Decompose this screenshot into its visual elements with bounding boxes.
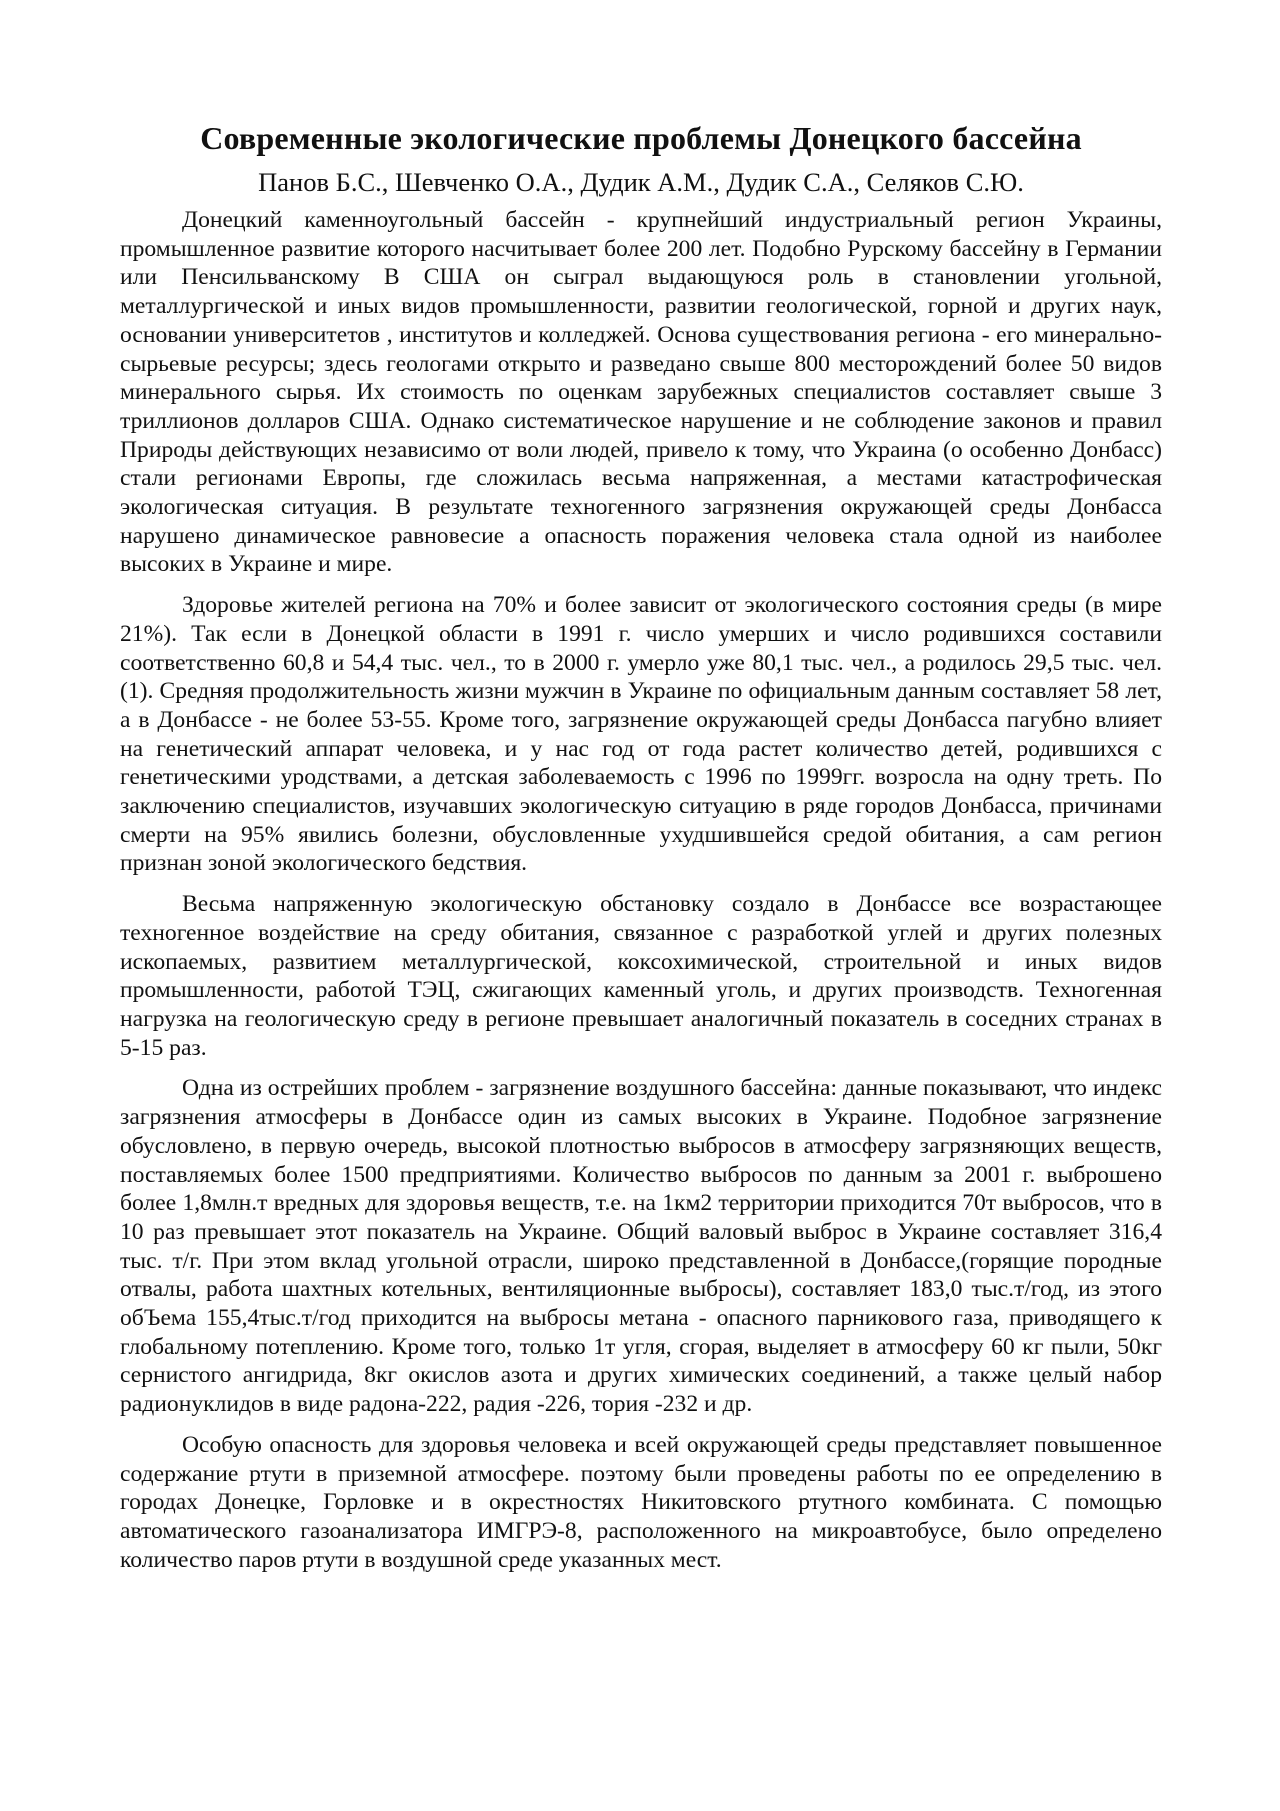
paragraph-5: Особую опасность для здоровья человека и всей окружающей среды представляет повышенное содержание ртути в приземной атмосфере. поэтому были проведены работы по ее определению в городах Донецке, Горловке и в окрестностях Никитовского ртутного комбината. С помощью автоматического газоанализатора ИМГРЭ-8, расположенного на микроавтобусе, было определено количество паров ртути в воздушной среде указанных мест. [120, 1431, 1162, 1573]
document-body [120, 118, 1162, 1574]
paragraph-1: Донецкий каменноугольный бассейн - крупнейший индустриальный регион Украины, промышленное развитие которого насчитывает более 200 лет. Подобно Рурскому бассейну в Германии или Пенсильванскому В США он сыграл выдающуюся роль в становлении угольной, металлургической и иных видов промышленности, развитии геологической, горной и других наук, основании университетов , институтов и колледжей. Основа существования региона - его минерально-сырьевые ресурсы; здесь геологами открыто и разведано свыше 800 месторождений более 50 видов минерального сырья. Их стоимость по оценкам зарубежных специалистов составляет свыше 3 триллионов долларов США. Однако систематическое нарушение и не соблюдение законов и правил Природы действующих независимо от воли людей, привело к тому, что Украина (о особенно Донбасс) стали регионами Европы, где сложилась весьма напряженная, а местами катастрофическая экологическая ситуация. В результате техногенного загрязнения окружающей среды Донбасса нарушено динамическое равновесие а опасность поражения человека стала одной из наиболее высоких в Украине и мире. [120, 207, 1162, 578]
paragraph-3: Весьма напряженную экологическую обстановку создало в Донбассе все возрастающее техногенное воздействие на среду обитания, связанное с разработкой углей и других полезных ископаемых, развитием металлургической, коксохимической, строительной и иных видов промышленности, работой ТЭЦ, сжигающих каменный уголь, и других производств. Техногенная нагрузка на геологическую среду в регионе превышает аналогичный показатель в соседних странах в 5-15 раз. [120, 891, 1162, 1061]
paragraph-4: Одна из острейших проблем - загрязнение воздушного бассейна: данные показывают, что индекс загрязнения атмосферы в Донбассе один из самых высоких в Украине. Подобное загрязнение обусловлено, в первую очередь, высокой плотностью выбросов в атмосферу загрязняющих веществ, поставляемых более 1500 предприятиями. Количество выбросов по данным за 2001 г. выброшено более 1,8млн.т вредных для здоровья веществ, т.е. на 1км2 территории приходится 70т выбросов, что в 10 раз превышает этот показатель на Украине. Общий валовый выброс в Украине составляет 316,4 тыс. т/г. При этом вклад угольной отрасли, широко представленной в Донбассе,(горящие породные отвалы, работа шахтных котельных, вентиляционные выбросы), составляет 183,0 тыс.т/год, из этого обЪема 155,4тыс.т/год приходится на выбросы метана - опасного парникового газа, приводящего к глобальному потеплению. Кроме того, только 1т угля, сгорая, выделяет в атмосферу 60 кг пыли, 50кг сернистого ангидрида, 8кг окислов азота и других химических соединений, а также целый набор радионуклидов в виде радона-222, радия -226, тория -232 и др. [120, 1075, 1162, 1418]
page-title: Современные экологические проблемы Донецкого бассейна [200, 120, 1082, 156]
paragraph-2: Здоровье жителей региона на 70% и более зависит от экологического состояния среды (в мире 21%). Так если в Донецкой области в 1991 г. число умерших и число родившихся составили соответственно 60,8 и 54,4 тыс. чел., то в 2000 г. умерло уже 80,1 тыс. чел., а родилось 29,5 тыс. чел. (1). Средняя продолжительность жизни мужчин в Украине по официальным данным составляет 58 лет, а в Донбассе - не более 53-55. Кроме того, загрязнение окружающей среды Донбасса пагубно влияет на генетический аппарат человека, и у нас год от года растет количество детей, родившихся с генетическими уродствами, а детская заболеваемость с 1996 по 1999гг. возросла на одну треть. По заключению специалистов, изучавших экологическую ситуацию в ряде городов Донбасса, причинами смерти на 95% явились болезни, обусловленные ухудшившейся средой обитания, а сам регион признан зоной экологического бедствия. [120, 592, 1162, 877]
authors-line: Панов Б.С., Шевченко О.А., Дудик А.М., Дудик С.А., Селяков С.Ю. [258, 167, 1024, 197]
